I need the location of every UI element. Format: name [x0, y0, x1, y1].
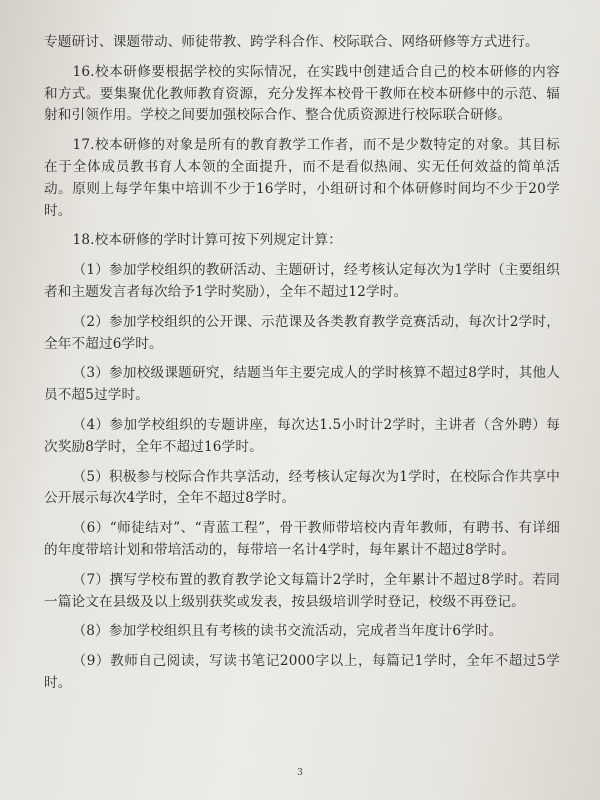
- item-4: （4）参加学校组织的专题讲座，每次达1.5小时计2学时，主讲者（含外聘）每次奖励8学时，全年不超过16学时。: [44, 416, 560, 455]
- item-1: （1）参加学校组织的教研活动、主题研讨，经考核认定每次为1学时（主要组织者和主题发言者每次给予1学时奖励），全年不超过12学时。: [44, 262, 560, 300]
- item-5: （5）积极参与校际合作共享活动，经考核认定每次为1学时，在校际合作共享中公开展示每次4学时，全年不超过8学时。: [44, 468, 560, 507]
- item-3: （3）参加校级课题研究，结题当年主要完成人的学时核算不超过8学时，其他人员不超5过学时。: [44, 365, 560, 404]
- item-9: （9）教师自己阅读，写读书笔记2000字以上，每篇记1学时，全年不超过5学时。: [44, 653, 560, 691]
- item-8: （8）参加学校组织且有考核的读书交流活动，完成者当年度计6学时。: [72, 623, 503, 640]
- paragraph-17: 17.校本研修的对象是所有的教育教学工作者，而不是少数特定的对象。其目标在于全体成员教书育人本领的全面提升，而不是看似热闹、实无任何效益的简单活动。原则上每学年集中培训不少于16学时，小组研讨和个体研修时间均不少于20学时。: [44, 137, 560, 219]
- paragraph-18-heading: 18.校本研修的学时计算可按下列规定计算：: [72, 232, 343, 249]
- paragraph-intro-continuation: 专题研讨、课题带动、师徒带教、跨学科合作、校际联合、网络研修等方式进行。: [44, 34, 539, 50]
- page-number: 3: [297, 768, 303, 778]
- item-6: （6）“师徒结对”、“青蓝工程”，骨干教师带培校内青年教师，有聘书、有详细的年度带培计划和带培活动的，每带培一名计4学时，每年累计不超过8学时。: [44, 520, 560, 558]
- item-7: （7）撰写学校布置的教育教学论文每篇计2学时，全年累计不超过8学时。若同一篇论文在县级及以上级别获奖或发表，按县级培训学时登记，校级不再登记。: [44, 571, 560, 610]
- item-2: （2）参加学校组织的公开课、示范课及各类教育教学竞赛活动，每次计2学时，全年不超过6学时。: [44, 313, 560, 352]
- paragraph-16: 16.校本研修要根据学校的实际情况，在实践中创建适合自己的校本研修的内容和方式。要集聚优化教师教育资源，充分发挥本校骨干教师在校本研修中的示范、辐射和引领作用。学校之间要加强校际合作、整合优质资源进行校际联合研修。: [44, 63, 560, 124]
